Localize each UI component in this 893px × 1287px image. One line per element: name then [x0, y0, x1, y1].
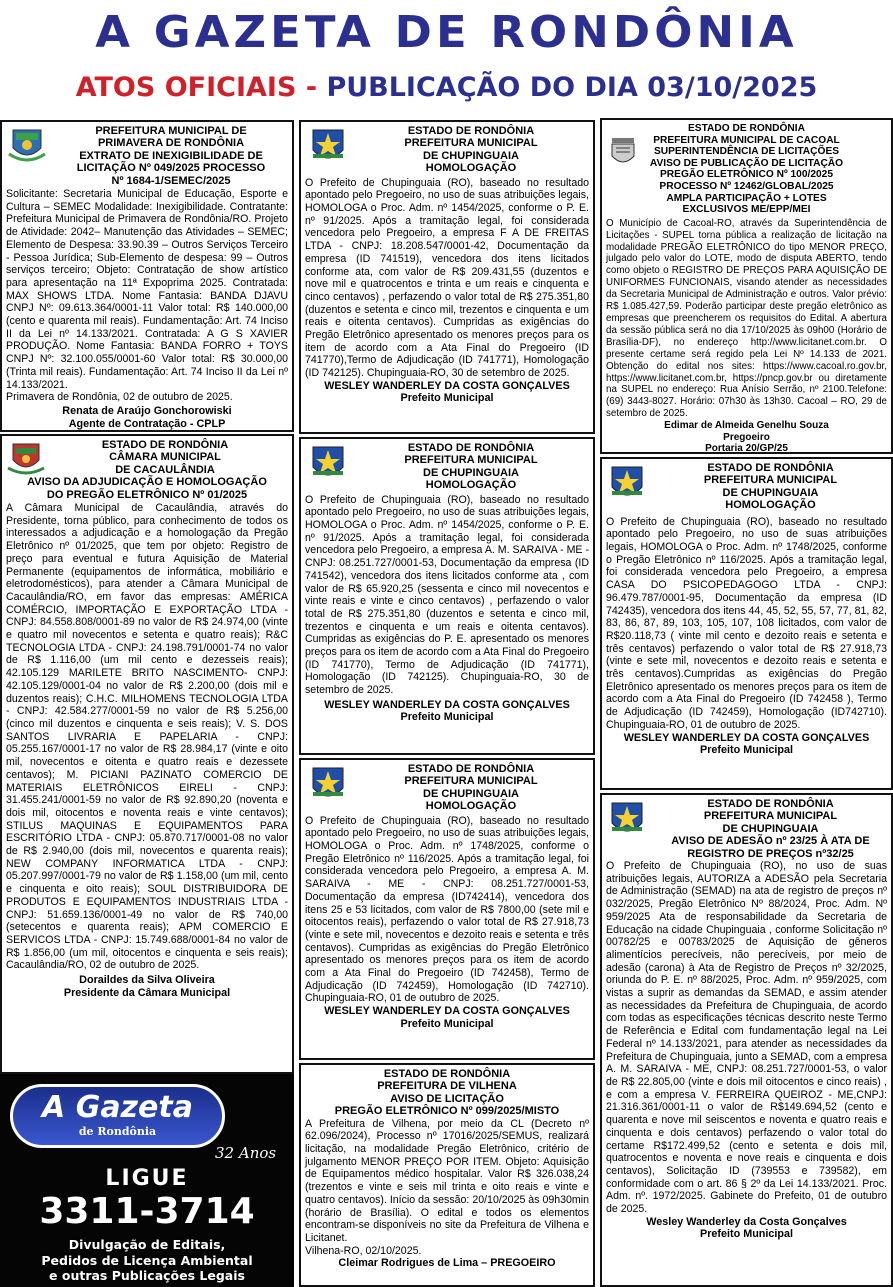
chup2-signer-role: Prefeito Municipal: [400, 711, 494, 724]
chup2-signer-name: WESLEY WANDERLEY DA COSTA GONÇALVES: [324, 698, 570, 711]
cacaulandia-header-line: CÂMARA MUNICIPAL: [109, 451, 221, 464]
primavera-body: Solicitante: Secretaria Municipal de Educação, Esporte e Cultura – SEMEC Modalidade: Inexigibilidade. Contratante: Prefeitura Municipal de Primavera de Rondônia/RO. Projeto de Atividade: 2042– Manutenção das Atividades – SEMEC; Elemento de Despesa: 33.90.39 – Outros Serviços Terceiro - Pessoa Jurídica; Sub-Elemento de despesa: 99 – Outros serviços terceiro; Objeto: Contratação de show artístico para apresentação na 11ª Expoprima 2025. Contratada: MAX SHOWS LTDA. Nome Fantasia: BANDA DJAVU CNPJ Nº: 09.613.364/0001-11 Valor total: R$ 140.000,00 (cento e quarenta mil reais). Fundamentação: Art. 74 Inciso II da Lei nº 14.133/2021. Contratada: A G S XAVIER PRODUÇÃO. Nome Fantasia: BANDA FORRO + TOYS CNPJ Nº: 32.100.055/0001-60 Valor total: R$ 30.000,00 (Trinta mil reais). Fundamentação: Art. 74 Inciso II da Lei nº 14.133/2021.: [6, 188, 288, 391]
cacoal-header-line: SUPERINTENDÊNCIA DE LICITAÇÕES: [653, 146, 840, 158]
chup4-header-line: PREFEITURA MUNICIPAL: [703, 474, 838, 487]
vilhena-date: Vilhena-RO, 02/10/2025.: [305, 1244, 422, 1257]
rondonia-star-emblem-icon: [309, 443, 347, 483]
gazeta-anniversary: 32 Anos: [215, 1144, 277, 1162]
chup3-header-line: ESTADO DE RONDÔNIA: [407, 763, 535, 775]
cacaulandia-header-line: ESTADO DE RONDÔNIA: [101, 439, 229, 451]
chup2-header-line: ESTADO DE RONDÔNIA: [407, 442, 535, 454]
chup1-body: O Prefeito de Chupinguaia (RO), baseado no resultado apontado pelo Pregoeiro, no uso de suas atribuições legais, HOMOLOGA o Proc. Adm. nº 1454/2025, conforme o P. E. nº 91/2025. Após a tramitação legal, foi considerada vencedora pelo Pregoeiro, a empresa F A DE FREITAS LTDA - CNPJ: 18.208.547/0001-42, Documentação da empresa (ID 741519), vencedora dos itens licitados conforme ata, com valor de R$ 209.431,55 (duzentos e nove mil e quatrocentos e trinta e um reais e cinquenta e cinco centavos) , perfazendo o valor total de R$ 275.351,80 (duzentos e setenta e cinco mil, trezentos e cinquenta e um reais e oitenta centavos). Cumpridas as exigências do Pregão Eletrônico apresentado os menores preços para os item de acordo com a Ata Final do Pregoeiro (ID 741770),Termo de Adjudicação (ID 741771), Homologação (ID 742125). Chupinguaia-RO, 30 de setembro de 2025.: [305, 176, 589, 380]
chup4-signer-role: Prefeito Municipal: [700, 744, 793, 757]
cacoal-signer-name: Edimar de Almeida Genelhu Souza: [664, 420, 829, 432]
subhead-separator: -: [296, 72, 327, 103]
chup4-body: O Prefeito de Chupinguaia (RO), baseado no resultado apontado pelo Pregoeiro, no uso de suas atribuições legais, HOMOLOGA o Proc. Adm. nº 1748/2025, conforme o Pregão Eletrônico nº 116/2025. Após a tramitação legal, foi considerada vencedora pelo Pregoeiro, a empresa CASA DO PSICOPEDAGOGO LTDA - CNPJ: 96.479.787/0001-95, Documentação da empresa (ID 742435), vencedora dos itens 44, 45, 52, 55, 57, 77, 81, 82, 83, 86, 87, 89, 103, 105, 107, 108 licitados, com valor de R$20.118,73 ( vinte mil cento e dezoito reais e setenta e três centavos) perfazendo o valor total de R$ 27.918,73 (vinte e sete mil, novecentos e dezoito reais e setenta e três centavos).Cumpridas as exigências do Pregão Eletrônico apresentado os menores preços para os item de acordo com a Ata Final do Pregoeiro (ID 742458 ), Termo de Adjudicação (ID 742459), Homologação (ID742710). Chupinguaia-RO, 01 de outubro de 2025.: [606, 515, 887, 731]
notice-vilhena: [299, 1063, 595, 1287]
primavera-header-line: PREFEITURA MUNICIPAL DE: [95, 125, 247, 137]
newspaper-masthead: A GAZETA DE RONDÔNIA: [95, 7, 798, 58]
gazeta-logo-subtitle: de Rondônia: [78, 1125, 157, 1138]
chup1-header-line: PREFEITURA MUNICIPAL: [404, 137, 538, 150]
chup2-header-line: HOMOLOGAÇÃO: [425, 479, 517, 492]
primavera-header-line: LICITAÇÃO Nº 049/2025 PROCESSO: [76, 162, 266, 175]
chup3-header-line: PREFEITURA MUNICIPAL: [404, 775, 538, 788]
chup1-signer-name: WESLEY WANDERLEY DA COSTA GONÇALVES: [324, 379, 570, 392]
primavera-coat-of-arms-icon: [7, 124, 47, 164]
chup3-header-line: DE CHUPINGUAIA: [423, 787, 519, 800]
primavera-signer-name: Renata de Araújo Gonchorowiski: [62, 404, 232, 417]
ad-services: [0, 1237, 294, 1284]
chup1-header-line: DE CHUPINGUAIA: [423, 149, 519, 162]
cacoal-body: O Município de Cacoal-RO, através da Superintendência de Licitações - SUPEL torna pública a realização de licitação na modalidade PREGÃO ELETRÔNICO do tipo MENOR PREÇO, julgado pelo valor do LOTE, modo de disputa ABERTO, tendo como objeto o REGISTRO DE PREÇOS PARA AQUISIÇÃO DE UNIFORMES FUNCIONAIS, visando atender as necessidades da Secretaria Municipal de Administração e outros. Valor prévio: R$ 1.085.427,59. Poderão participar deste pregão eletrônico as empresas que preencherem os requisitos do Edital. A abertura da sessão pública será no dia 17/10/2025 às 09h00 (Horário de Brasília-DF), no endereço http://www.licitanet.com.br. O presente certame será regido pela Lei Nº 14.133 de 2021. Obtenção do edital nos sites: https://www.cacoal.ro.gov.br, https://www.licitanet.com.br, https://pncp.gov.br ou diretamente na SUPEL no endereço: Rua Anísio Serrão, nº 2100.Telefone:(69) 3443-8027. Horário: 07h30 às 13h30. Cacoal – RO, 29 de setembro de 2025.: [606, 217, 887, 420]
primavera-signer-role: Agente de Contratação - CPLP: [68, 417, 226, 430]
vilhena-header-line: PREFEITURA DE VILHENA: [377, 1080, 517, 1093]
chup3-body: O Prefeito de Chupinguaia (RO), baseado no resultado apontado pelo Pregoeiro, no uso de suas atribuições legais, HOMOLOGA o Proc. Adm. nº 1748/2025, conforme o Pregão Eletrônico nº 116/2025. Após a tramitação legal, foi considerada vencedora pelo Pregoeiro, a empresa A. M. SARAIVA - ME - CNPJ: 08.251.727/0001-53, Documentação da empresa (ID742414), vencedora dos itens 25 e 53 licitados, com valor de R$ 7800,00 (sete mil e oitocentos reais), perfazendo o valor total de R$ 27.918,73 (vinte e sete mil, novecentos e dezoito reais e setenta e três centavos). Cumpridas as exigências do Pregão Eletrônico apresentado os menores preços para os item de acordo com a Ata Final do Pregoeiro (ID 742458), Termo de Adjudicação (ID 742459), Homologação (ID 742710). Chupinguaia-RO, 01 de outubro de 2025.: [305, 814, 589, 1005]
cacaulandia-header-line: DE CACAULÂNDIA: [115, 463, 215, 476]
chup1-signer-role: Prefeito Municipal: [400, 392, 494, 405]
ad-call-label: LIGUE: [105, 1166, 189, 1191]
section-subhead: [0, 68, 893, 108]
cacoal-coat-of-arms-icon: [608, 136, 638, 170]
chup4-header-line: ESTADO DE RONDÔNIA: [707, 462, 834, 474]
cacoal-header-line: PREFEITURA MUNICIPAL DE CACOAL: [653, 134, 840, 146]
cacaulandia-header-line: DO PREGÃO ELETRÔNICO Nº 01/2025: [46, 488, 248, 501]
rondonia-star-emblem-icon: [608, 463, 646, 503]
vilhena-header-line: AVISO DE LICITAÇÃO: [390, 1092, 504, 1105]
notice-chupinguaia-homologacao-3: [299, 758, 595, 1060]
vilhena-header-line: ESTADO DE RONDÔNIA: [383, 1068, 511, 1080]
ad-service-line: Divulgação de Editais,: [68, 1237, 226, 1252]
chup5-body: O Prefeito de Chupinguaia (RO), no uso de suas atribuições legais, AUTORIZA a ADESÃO pela Secretaria de Administração (SEMAD) na ata de registro de preços nº 032/2025, Pregão Eletrônico Nº 88/2024, Proc. Adm. Nº 959/2025 Ata de responsabilidade da Secretaria de Educação na cidade Chupinguaia , conforme Solicitação nº 00782/25 e 00783/2025 de Aquisição de gêneros alimentícios perecíveis, não perecíveis, por meio de adesão (carona) à Ata de Registro de Preços nº 32/2025, oriunda do P. E. nº 88/2025, Proc. Adm. nº 959/2025, com vistas a suprir as demandas da SEMAD, e assim atender as necessidades da Prefeitura de Chupinguaia, de acordo com todas as especificações técnicas descrito neste Termo de Referência e Edital com fundamentação legal na Lei Federal nº 14.133/2021, para atender as necessidades da Prefeitura de Chupinguaia, junto a SEMAD, com a empresa A. M. SARAIVA - ME, CNPJ: 08.251.727/0001-53, o valor de R$ 22.805,00 (vinte e dois mil oitocentos e cinco reais) , e com a empresa V. FERREIRA QUEIROZ - ME,CNPJ: 21.316.361/0001-11 o valor de R$149.694,52 (cento e quarenta e nove mil seiscentos e noventa e quatro reais e cinquenta e dois centavos) perfazendo o valor total do certame R$172.499,52 (cento e setenta e dois mil, quatrocentos e noventa e nove reais e cinquenta e dois centavos), Solicitação ID (739553 e 739582), em conformidade com o art. 86 § 2º da Lei 14.133/2021. Proc. Adm. nº. 1972/2025. Gabinete do Prefeito, 01 de outubro de 2025.: [606, 860, 887, 1216]
primavera-date: Primavera de Rondônia, 02 de outubro de 2025.: [6, 391, 233, 404]
publication-date-label: PUBLICAÇÃO DO DIA 03/10/2025: [326, 72, 818, 103]
cacaulandia-header-line: AVISO DA ADJUDICAÇÃO E HOMOLOGAÇÃO: [27, 476, 267, 489]
primavera-header-line: PRIMAVERA DE RONDÔNIA: [97, 137, 245, 150]
notice-chupinguaia-homologacao-1: [299, 120, 595, 434]
vilhena-header-line: PREGÃO ELETRÔNICO Nº 099/2025/MISTO: [334, 1105, 560, 1118]
atos-oficiais-label: ATOS OFICIAIS: [75, 72, 297, 103]
vilhena-signature: Cleimar Rodrigues de Lima – PREGOEIRO: [338, 1257, 556, 1270]
chup1-header-line: HOMOLOGAÇÃO: [425, 162, 517, 175]
ad-service-line: e outras Publicações Legais: [49, 1268, 245, 1283]
chup2-header-line: PREFEITURA MUNICIPAL: [404, 454, 538, 467]
rondonia-star-emblem-icon: [309, 764, 347, 804]
notice-chupinguaia-homologacao-4: [600, 457, 893, 790]
cacaulandia-coat-of-arms-icon: [7, 440, 45, 476]
chup5-header-line: ESTADO DE RONDÔNIA: [707, 798, 834, 810]
chup4-signer-name: WESLEY WANDERLEY DA COSTA GONÇALVES: [623, 731, 870, 744]
chup5-header-line: REGISTRO DE PREÇOS nº32/25: [687, 847, 854, 860]
cacoal-signer-ordinance: Portaria 20/GP/25: [705, 443, 788, 454]
notice-chupinguaia-adesao: [600, 793, 893, 1287]
chup3-header-line: HOMOLOGAÇÃO: [425, 800, 517, 813]
rondonia-star-emblem-icon: [608, 799, 646, 839]
primavera-header-line: Nº 1684-1/SEMEC/2025: [111, 174, 231, 187]
gazeta-advertisement: [0, 1074, 294, 1287]
ad-service-line: Pedidos de Licença Ambiental: [41, 1252, 253, 1268]
notice-cacoal: [600, 118, 893, 454]
chup5-signer-role: Prefeito Municipal: [700, 1228, 793, 1241]
chup3-signer-name: WESLEY WANDERLEY DA COSTA GONÇALVES: [324, 1005, 570, 1018]
chup2-body: O Prefeito de Chupinguaia (RO), baseado no resultado apontado pelo Pregoeiro, no uso de suas atribuições legais, HOMOLOGA o Proc. Adm. nº 1454/2025, conforme o P. E. nº 91/2025. Após a tramitação legal, foi considerada vencedora pelo Pregoeiro, a empresa A. M. SARAIVA - ME - CNPJ: 08.251.727/0001-53, Documentação da empresa (ID 741542), vencedora dos itens licitados conforme ata , com valor de R$ 65.920,25 (sessenta e cinco mil novecentos e vinte reais e vinte e cinco centavos) , perfazendo o valor total de R$ 275.351,80 (duzentos e setenta e cinco mil, trezentos e cinquenta e um reais e oitenta centavos). Cumpridas as exigências do P. E. apresentado os menores preços para os item de acordo com a Ata Final do Pregoeiro (ID 741770), Termo de Adjudicação (ID 741771), Homologação (ID 742125). Chupinguaia-RO, 30 de setembro de 2025.: [305, 493, 589, 697]
chup5-header-line: PREFEITURA MUNICIPAL: [703, 810, 838, 823]
vilhena-body: A Prefeitura de Vilhena, por meio da CL (Decreto nº 62.096/2024), Processo nº 17016/2025/SEMUS, realizará licitação, na modalidade Pregão Eletrônico, critério de julgamento MENOR PREÇO POR ITEM. Objeto: Aquisição de Equipamentos médico hospitalar. Valor R$ 326.038,24 (trezentos e vinte e seis mil trinta e oito reais e vinte e quatro centavos). Início da sessão: 20/10/2025 às 09h30min (horário de Brasília). O edital e todos os elementos encontram-se disponíveis no site da Prefeitura de Vilhena e Licitanet.: [305, 1117, 589, 1244]
cacoal-header-line: PROCESSO Nº 12462/GLOBAL/2025: [659, 180, 834, 192]
cacoal-header-line: AMPLA PARTICIPAÇÃO + LOTES: [666, 192, 827, 204]
cacoal-header-line: EXCLUSIVOS ME/EPP/MEI: [682, 204, 811, 216]
notice-cacaulandia: [0, 434, 294, 1074]
cacoal-header-line: PREGÃO ELETRÔNICO Nº 100/2025: [660, 169, 833, 181]
cacaulandia-signer-name: Doraildes da Silva Oliveira: [79, 974, 215, 987]
chup4-header-line: DE CHUPINGUAIA: [722, 486, 819, 499]
chup5-header-line: DE CHUPINGUAIA: [722, 822, 819, 835]
cacoal-header-line: ESTADO DE RONDÔNIA: [688, 123, 805, 134]
cacaulandia-body: A Câmara Municipal de Cacaulândia, através do Presidente, torna público, para conhecimento de todos os interessados a adjudicação e a homologação da Pregão Eletrônico nº 01/2025, que tem por objeto: Registro de preço para eventual e futura Aquisição de Material Permanente (equipamentos de informática, mobiliário e eletrodomésticos), para atender a Câmara Municipal de Cacaulândia/RO, em favor das empresas: AMÉRICA COMÉRCIO, IMPORTAÇÃO E EXPORTAÇÃO LTDA - CNPJ: 84.558.808/0001-89 no valor de R$ 24.974,00 (vinte e quatro mil novecentos e setenta e quatro reais); R&C TECNOLOGIA LTDA - CNPJ: 24.198.791/0001-74 no valor de R$ 1.116,00 (um mil cento e dezesseis reais); 42.105.129 MARILETE BRITO NASCIMENTO- CNPJ: 42.105.129/0001-04 no valor de R$ 2.200,00 (dois mil e duzentos reais); C.H.C. MILHOMENS TECNOLOGIA LTDA - CNPJ: 42.584.277/0001-59 no valor de R$ 5.256,00 (cinco mil duzentos e cinquenta e seis reais); V. S. DOS SANTOS LIVRARIA E PAPELARIA - CNPJ: 05.255.167/0001-17 no valor de R$ 28.984,17 (vinte e oito mil, novecentos e oitenta e quatro reais e dezessete centavos); M. PICIANI PAZINATO COMERCIO DE MATERIAIS ELETRÔNICOS EIRELI - CNPJ: 31.455.241/0001-59 no valor de R$ 92.890,20 (noventa e dois mil, oitocentos e noventa reais e vinte centavos); STILUS MAQUINAS E EQUIPAMENTOS PARA ESCRITÓRIO LTDA - CNPJ: 05.870.717/0001-08 no valor de R$ 2.940,00 (dois mil, novecentos e quarenta reais); NEW COMPANY INFORMATICA LTDA - CNPJ: 05.207.997/0001-79 no valor de R$ 1.158,00 (um mil, cento e cinquenta e oito reais); SOUL DISTRIBUIDORA DE PRODUTOS E EQUIPAMENTOS INDUSTRIAIS LTDA - CNPJ: 51.659.136/0001-49 no valor de R$ 740,00 (setecentos e quarenta reais); APM COMERCIO E SERVICOS LTDA - CNPJ: 15.749.688/0001-84 no valor de R$ 1.856,00 (um mil, oitocentos e cinquenta e seis reais); Cacaulândia/RO, 02 de outubro de 2025.: [6, 502, 288, 972]
chup4-header-line: HOMOLOGAÇÃO: [725, 499, 816, 512]
cacaulandia-signer-role: Presidente da Câmara Municipal: [63, 986, 231, 999]
notice-chupinguaia-homologacao-2: [299, 437, 595, 755]
chup2-header-line: DE CHUPINGUAIA: [423, 466, 519, 479]
chup3-signer-role: Prefeito Municipal: [400, 1017, 494, 1030]
cacoal-header-line: AVISO DE PUBLICAÇÃO DE LICITAÇÃO: [649, 157, 844, 169]
gazeta-logo-name: A Gazeta: [42, 1090, 193, 1125]
chup1-header-line: ESTADO DE RONDÔNIA: [407, 125, 535, 137]
chup5-header-line: AVISO DE ADESÃO nº 23/25 À ATA DE: [671, 835, 870, 848]
notice-primavera: [0, 120, 294, 432]
ad-phone-number: 3311-3714: [39, 1191, 255, 1232]
rondonia-star-emblem-icon: [309, 126, 347, 166]
primavera-header-line: EXTRATO DE INEXIGIBILIDADE DE: [79, 149, 263, 162]
cacoal-signer-role: Pregoeiro: [723, 431, 770, 443]
chup5-signer-name: Wesley Wanderley da Costa Gonçalves: [646, 1215, 847, 1228]
gazeta-logo: [10, 1084, 225, 1148]
